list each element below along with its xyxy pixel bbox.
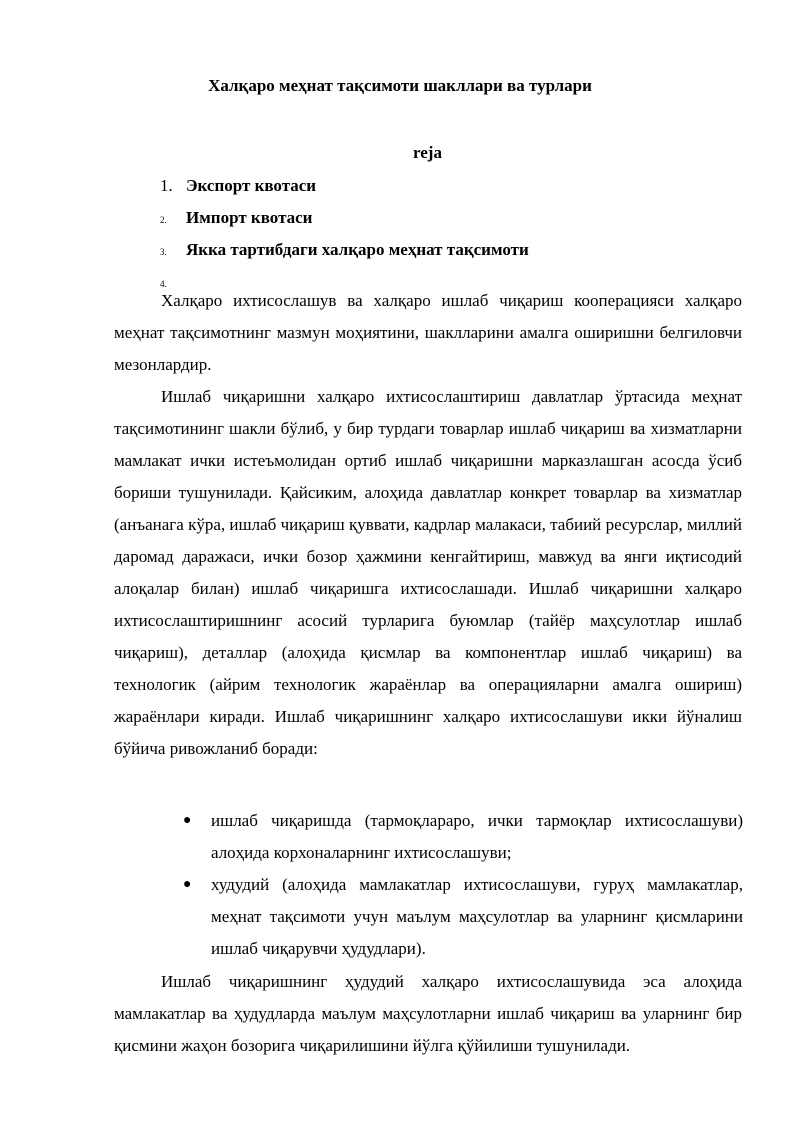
bullet-list	[183, 805, 743, 965]
bullet-icon: ●	[183, 877, 192, 892]
plan-item	[160, 206, 760, 238]
plan-list	[160, 174, 760, 302]
paragraph	[114, 381, 742, 765]
plan-item-text: Экспорт квотаси	[186, 176, 317, 195]
paragraph-text: Ишлаб чиқаришнинг ҳудудий халқаро ихтисослашувида эса алоҳида мамлакатлар ва ҳудудларда маълум маҳсулотларни ишлаб чиқариш ва уларнинг бир қисмини жаҳон бозорига чиқарилишини йўлга қўйилиши тушунилади.	[114, 972, 742, 1055]
paragraph-text: Халқаро ихтисослашув ва халқаро ишлаб чиқариш кооперацияси халқаро меҳнат тақсимотнинг мазмун моҳиятини, шаклларини амалга оширишни белгиловчи мезонлардир.	[114, 291, 742, 374]
plan-item	[160, 238, 760, 270]
bullet-icon: ●	[183, 813, 192, 828]
bullet-item	[183, 869, 743, 965]
plan-item-text: Якка тартибдаги халқаро меҳнат тақсимоти	[186, 240, 529, 259]
plan-item	[160, 174, 760, 206]
document-title: Халқаро меҳнат тақсимоти шакллари ва турлари	[208, 76, 592, 95]
bullet-text: ишлаб чиқаришда (тармоқлараро, ички тармоқлар ихтисослашуви) алоҳида корхоналарнинг ихтисослашуви;	[211, 811, 743, 862]
plan-heading: reja	[413, 143, 442, 162]
paragraph-text: Ишлаб чиқаришни халқаро ихтисослаштириш давлатлар ўртасида меҳнат тақсимотининг шакли бўлиб, у бир турдаги товарлар ишлаб чиқариш ва хизматларни мамлакат ички истеъмолидан ортиб ишлаб чиқаришни марказлашган асосда ўсиб бориши тушунилади. Қайсиким, алоҳида давлатлар конкрет товарлар ва хизматлар (анъанага кўра, ишлаб чиқариш қуввати, кадрлар малакаси, табиий ресурслар, миллий даромад даражаси, ички бозор ҳажмини кенгайтириш, мавжуд ва янги иқтисодий алоқалар билан) ишлаб чиқаришга ихтисослашади. Ишлаб чиқаришни халқаро ихтисослаштиришнинг асосий турларига буюмлар (тайёр маҳсулотлар ишлаб чиқариш), деталлар (алоҳида қисмлар ва компонентлар ишлаб чиқариш) ва технологик (айрим технологик жараёнлар ва операцияларни амалга ошириш) жараёнлари киради. Ишлаб чиқаришнинг халқаро ихтисослашуви икки йўналиш бўйича ривожланиб боради:	[114, 387, 742, 758]
paragraph	[114, 966, 742, 1062]
plan-item-text: Импорт квотаси	[186, 208, 313, 227]
bullet-item	[183, 805, 743, 869]
plan-item-number: 2.	[160, 215, 167, 225]
plan-item-number: 4.	[160, 279, 167, 289]
bullet-text: худудий (алоҳида мамлакатлар ихтисослашуви, гуруҳ мамлакатлар, меҳнат тақсимоти учун маълум маҳсулотлар ва уларнинг қисмларини ишлаб чиқарувчи ҳудудлари).	[211, 875, 743, 958]
plan-item-number: 1.	[160, 176, 173, 195]
paragraph	[114, 285, 742, 381]
plan-item-number: 3.	[160, 247, 167, 257]
